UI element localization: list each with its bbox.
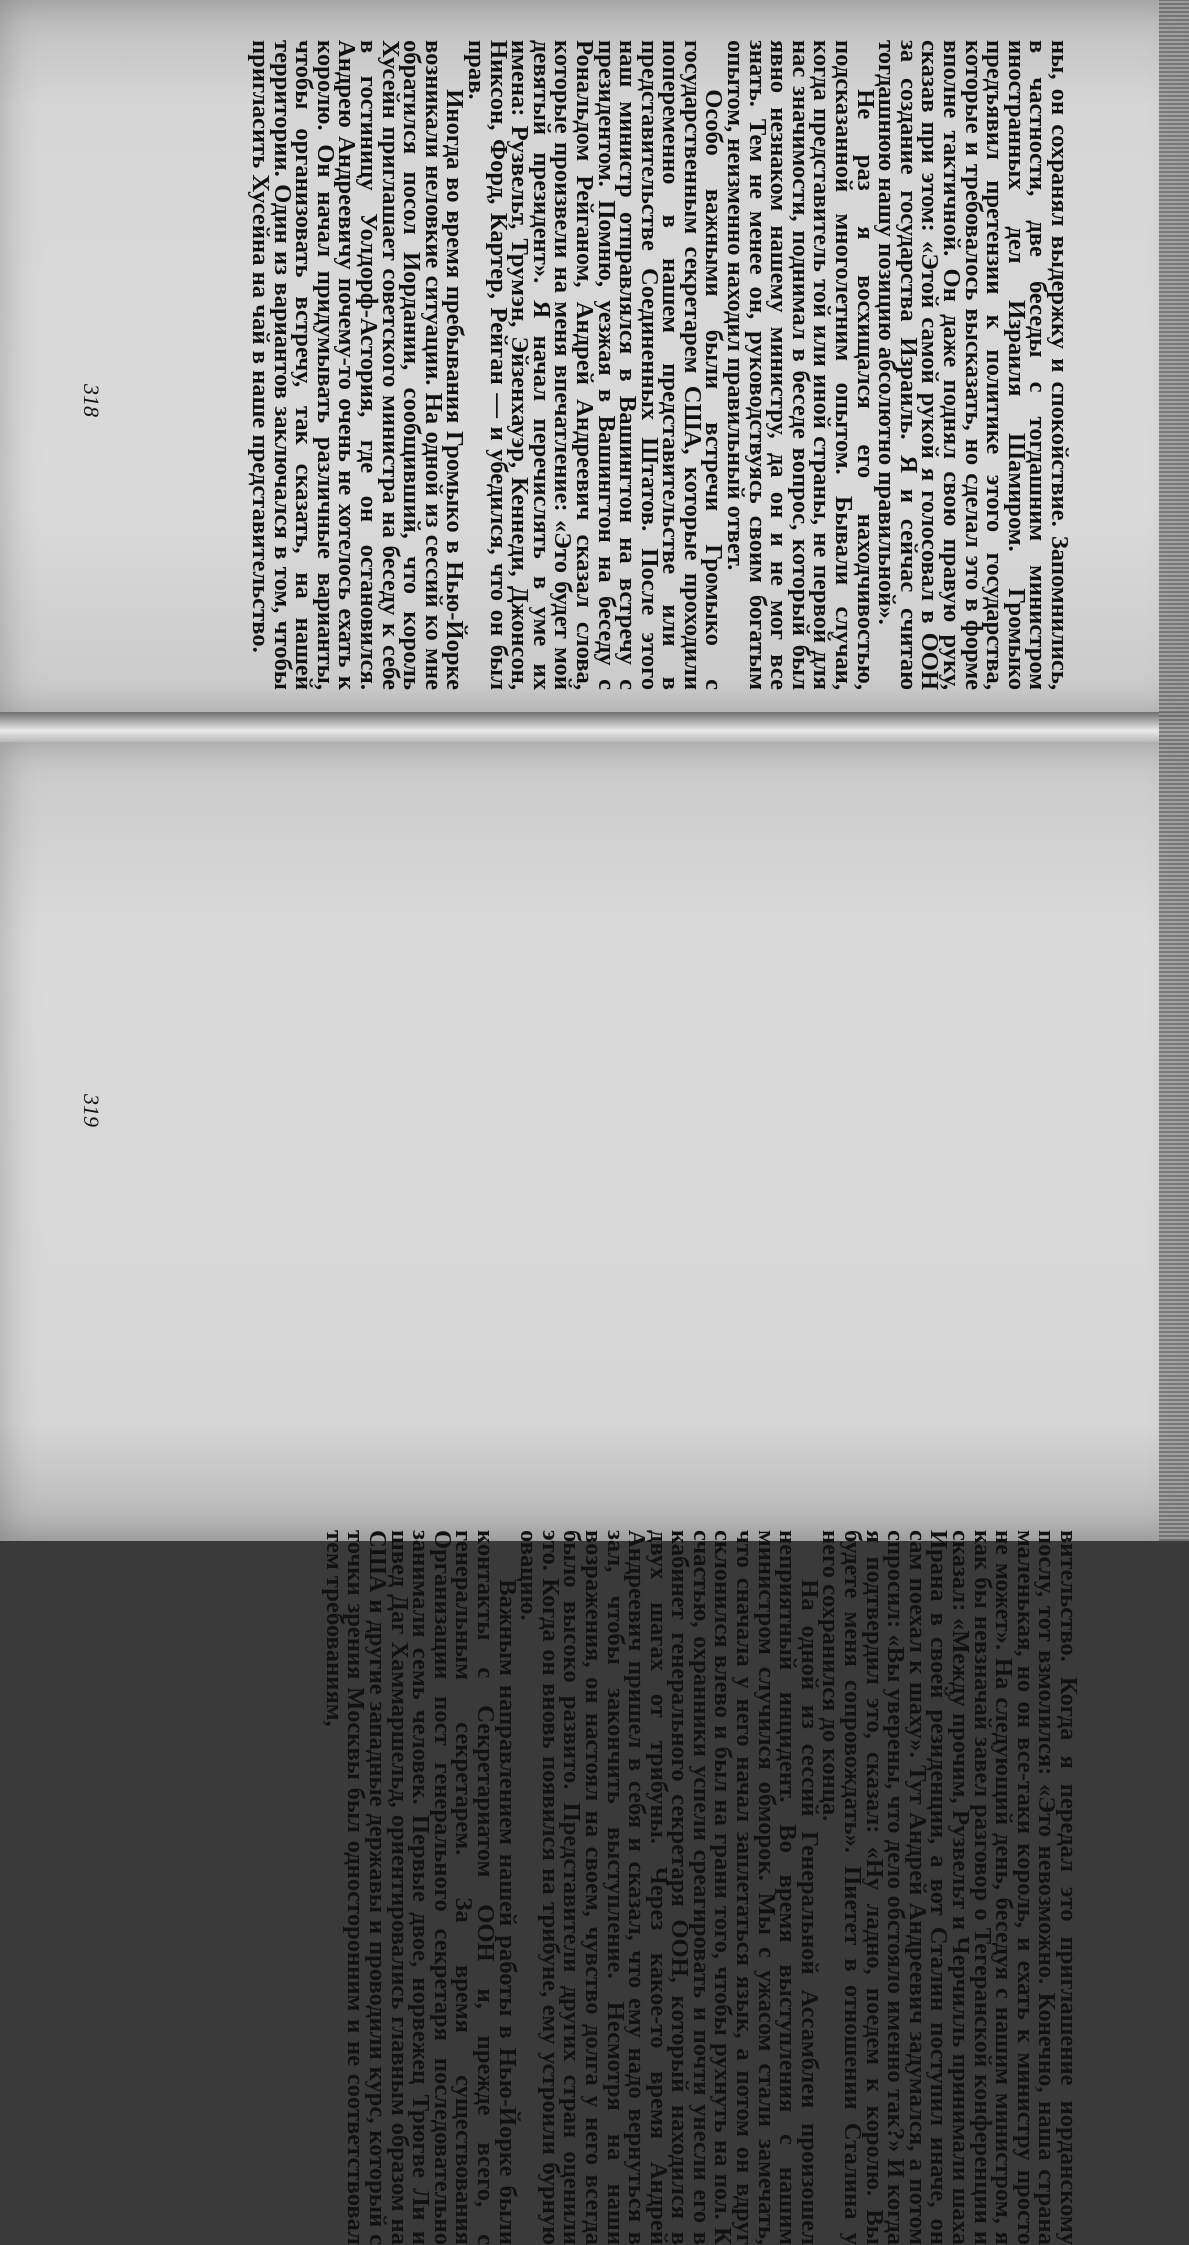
page-319-text: [104, 1530, 1082, 2245]
page-number-319: 319: [79, 1094, 104, 1127]
page-319: [0, 742, 1189, 2245]
paragraph: вительство. Когда я передал это приглашение иорданскому послу, тот взмолился: «Это невозможно. Конечно, наша страна маленькая, но он все-таки король, и ехать к министру просто не может». На следующий день, беседуя с нашим министром, я как бы невзначай завел разговор о Тегеранской конференции и сказал: «Между прочим, Рузвельт и Черчилль принимали шаха Ирана в своей резиденции, а вот Сталин поступил иначе, он сам поехал к шаху». Тут Андрей Андреевич задумался, а потом спросил: «Вы уверены, что дело обстояло именно так?» И когда я подтвердил это, сказал: «Ну ладно, поедем к королю. Вы будете меня сопровождать». Пиетет в отношении Сталина у него сохранился до конца.: [817, 1530, 1082, 2245]
paragraph: Не раз я восхищался его находчивостью, подсказанной многолетним опытом. Бывали случаи, когда представитель той или иной страны, не первой для нас значимости, поднимал в беседе вопрос, который был явно незнаком нашему министру, да он и не мог все знать. Тем не менее он, руководствуясь своим богатым опытом, неизменно находил правильный ответ.: [722, 40, 879, 690]
paragraph: Важным направлением нашей работы в Нью-Йорке были контакты с Секретариатом ООН и, прежде всего, с генеральным секретарем. За время существования Организации пост генерального секретаря последовательно занимали семь человек. Первые двое, норвежец Трюгве Ли и швед Даг Хаммаршельд, ориентировались главным образом на США и другие западные державы и проводили курс, который с точки зрения Москвы был односторонним и не соответствовал тем требованиям,: [320, 1530, 521, 2245]
page-number-318: 318: [79, 384, 104, 417]
book-fore-edge: [1159, 0, 1189, 1541]
paragraph: На одной из сессий Генеральной Ассамблеи произошел неприятный инцидент. Во время выступления с нашим министром случился обморок. Мы с ужасом стали замечать, что сначала у него начал заплетаться язык, а потом он вдруг склонился влево и был на грани того, чтобы рухнуть на пол. К счастью, охранники успели среагировать и почти унесли его в кабинет генерального секретаря ООН, который находился в двух шагах от трибуны. Через какое-то время Андрей Андреевич пришел в себя и сказал, что ему надо вернуться в зал, чтобы закончить выступление. Несмотря на наши возражения, он настоял на своем, чувство долга у него всегда было высоко развито. Представители других стран оценили это. Когда он вновь появился на трибуне, ему устроили бурную овацию.: [515, 1530, 823, 2245]
paragraph: Иногда во время пребывания Громыко в Нью-Йорке возникали неловкие ситуации. На одной из сессий ко мне обратился посол Иордании, сообщивший, что король Хусейн приглашает советского министра на беседу к себе в гостиницу Уолдорф-Астория, где он остановился. Андрею Андреевичу почему-то очень не хотелось ехать к королю. Он начал придумывать различные варианты, чтобы организовать встречу, так сказать, на нашей территории. Один из вариантов заключался в том, чтобы пригласить Хусейна на чай в наше представительство.: [247, 40, 469, 690]
paragraph: Особо важными были встречи Громыко с государственным секретарем США, которые проходили попеременно в нашем представительстве или в представительстве Соединенных Штатов. После этого наш министр отправлялся в Вашингтон на встречу с президентом. Помню, уезжая в Вашингтон на беседу с Рональдом Рейганом, Андрей Андреевич сказал слова, которые произвели на меня впечатление: «Это будет мой девятый президент». Я начал перечислять в уме их имена: Рузвельт, Трумэн, Эйзенхауэр, Кеннеди, Джонсон, Никсон, Форд, Картер, Рейган — и убедился, что он был прав.: [462, 40, 728, 690]
book-gutter: [0, 712, 1189, 746]
page-318-text: [120, 40, 1073, 690]
paragraph: ны, он сохранял выдержку и спокойствие. Запомнились, в частности, две беседы с тогдашним министром иностранных дел Израиля Шамиром. Громыко предъявил претензии к политике этого государства, которые и требовалось высказать, но сделал это в форме вполне тактичной. Он даже поднял свою правую руку, сказав при этом: «Этой самой рукой я голосовал в ООН за создание государства Израиль. Я и сейчас считаю тогдашнюю нашу позицию абсолютно правильной».: [873, 40, 1073, 690]
page-318: [0, 0, 1189, 716]
